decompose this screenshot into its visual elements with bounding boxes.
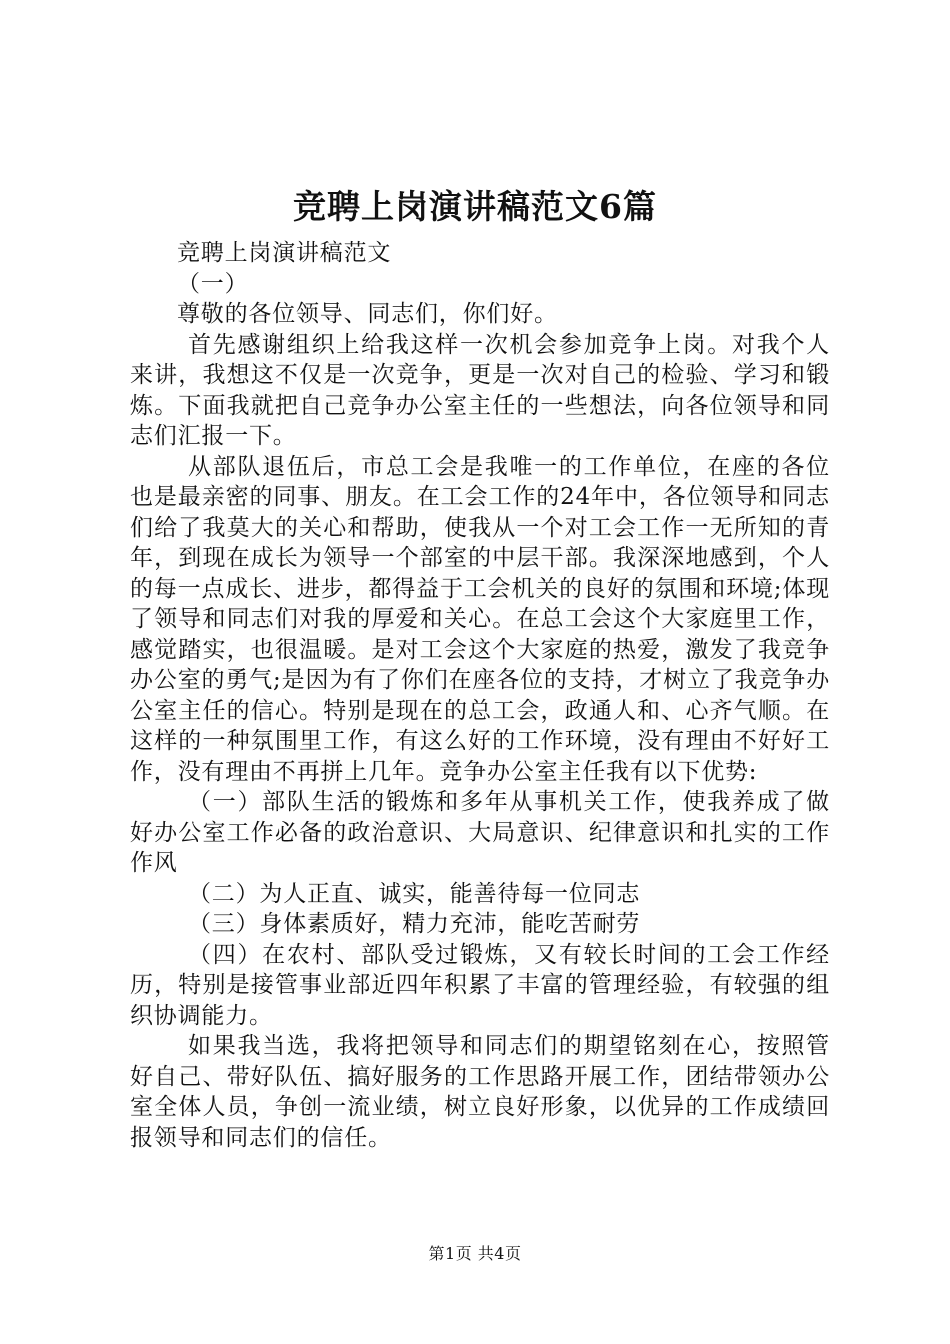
paragraph: 竞聘上岗演讲稿范文 [177, 240, 392, 266]
paragraph: 如果我当选，我将把领导和同志们的期望铭刻在心，按照管好自己、带好队伍、搞好服务的工作思路开展工作，团结带领办公室全体人员，争创一流业绩，树立良好形象，以优异的工作成绩回报领导和同志们的信任。 [130, 1033, 830, 1151]
paragraph: （三）身体素质好，精力充沛，能吃苦耐劳 [188, 911, 641, 937]
paragraph: （一）部队生活的锻炼和多年从事机关工作，使我养成了做好办公室工作必备的政治意识、大局意识、纪律意识和扎实的工作作风 [130, 789, 830, 876]
paragraph: （四）在农村、部队受过锻炼，又有较长时间的工会工作经历，特别是接管事业部近四年积累了丰富的管理经验，有较强的组织协调能力。 [130, 941, 830, 1029]
paragraph: （二）为人正直、诚实，能善待每一位同志 [188, 880, 641, 907]
paragraph: 尊敬的各位领导、同志们，你们好。 [177, 301, 558, 327]
document-title: 竞聘上岗演讲稿范文6篇 [293, 187, 657, 226]
paragraph: （一） [177, 270, 249, 297]
page-number: 第1页 共4页 [428, 1244, 522, 1263]
paragraph: 从部队退伍后，市总工会是我唯一的工作单位，在座的各位也是最亲密的同事、朋友。在工会工作的24年中，各位领导和同志们给了我莫大的关心和帮助，使我从一个对工会工作一无所知的青年，到现在成长为领导一个部室的中层干部。我深深地感到，个人的每一点成长、进步，都得益于工会机关的良好的氛围和环境;体现了领导和同志们对我的厚爱和关心。在总工会这个大家庭里工作，感觉踏实，也很温暖。是对工会这个大家庭的热爱，激发了我竞争办公室的勇气;是因为有了你们在座各位的支持，才树立了我竞争办公室主任的信心。特别是现在的总工会，政通人和、心齐气顺。在这样的一种氛围里工作，有这么好的工作环境，没有理由不好好工作，没有理由不再拼上几年。竞争办公室主任我有以下优势: [130, 453, 830, 785]
paragraph: 首先感谢组织上给我这样一次机会参加竞争上岗。对我个人来讲，我想这不仅是一次竞争，更是一次对自己的检验、学习和锻炼。下面我就把自己竞争办公室主任的一些想法，向各位领导和同志们汇报一下。 [130, 331, 830, 449]
document-body [130, 238, 830, 1153]
